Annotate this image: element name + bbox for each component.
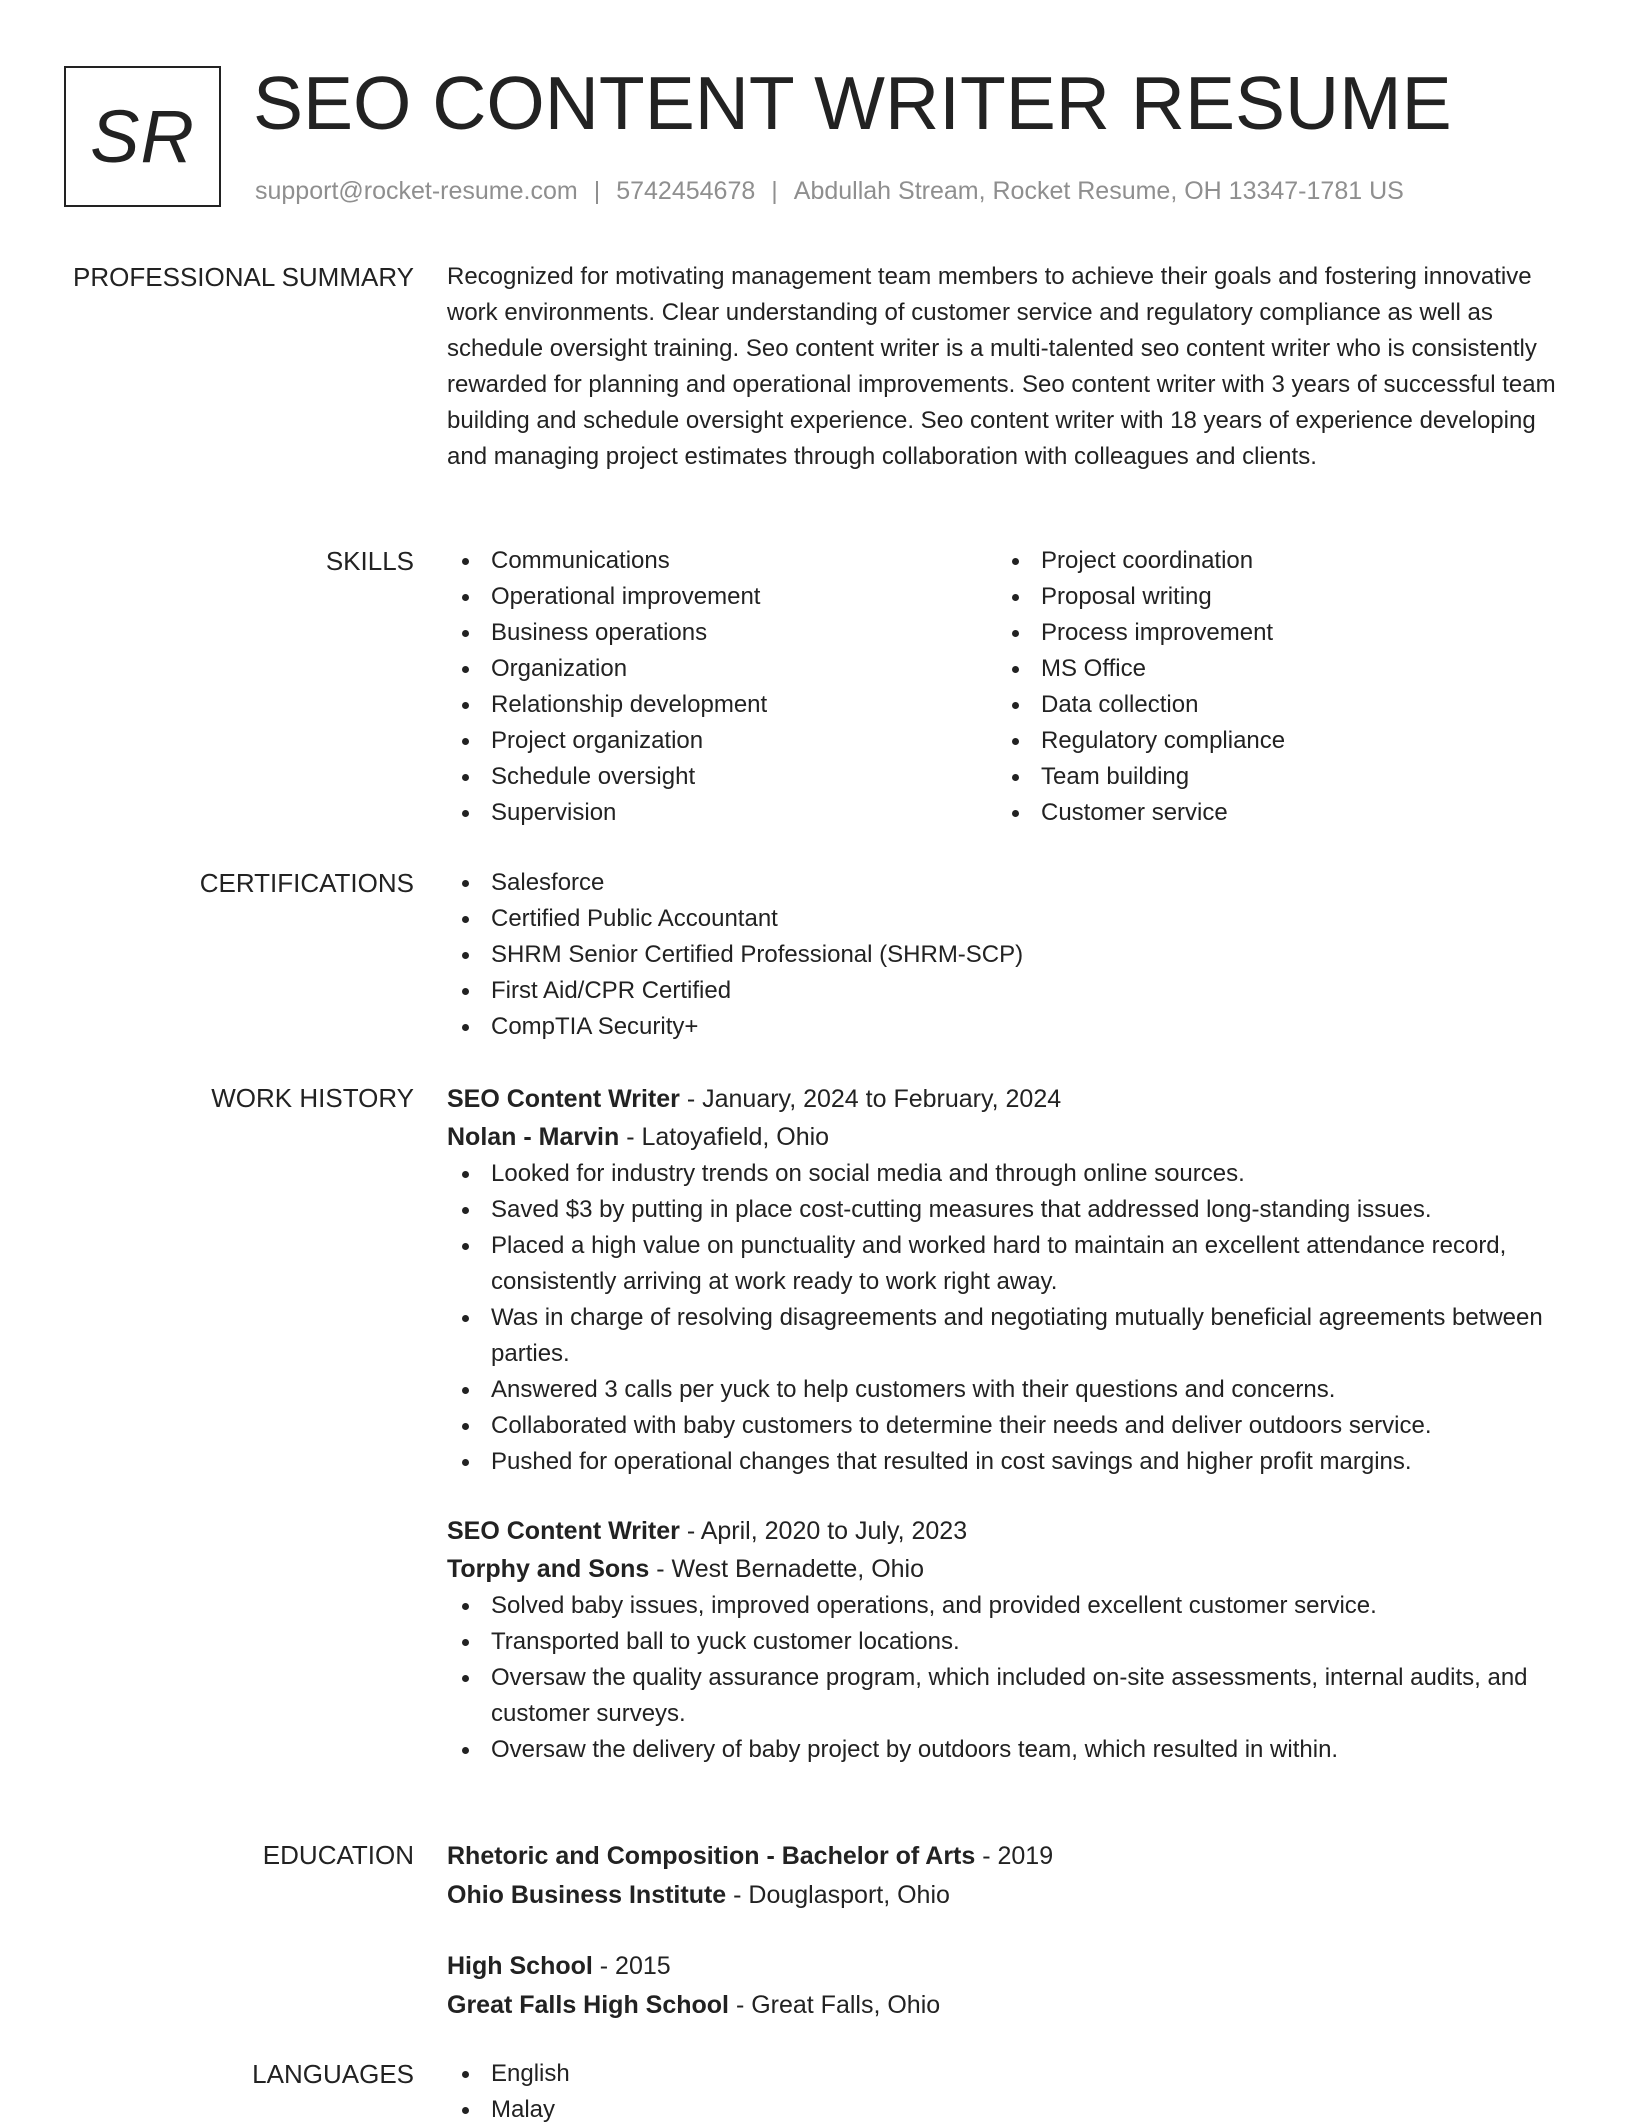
skill-item: Regulatory compliance [997, 723, 1547, 759]
skill-item: Operational improvement [447, 579, 997, 615]
resume-title: SEO CONTENT WRITER RESUME [253, 61, 1452, 145]
job-duty-item: Oversaw the delivery of baby project by outdoors team, which resulted in within. [447, 1732, 1567, 1768]
job-title: SEO Content Writer [447, 1085, 680, 1113]
contact-separator: | [771, 177, 778, 205]
contact-address: Abdullah Stream, Rocket Resume, OH 13347-1781 US [793, 177, 1404, 205]
monogram-badge [64, 66, 221, 207]
skills-column-left [447, 543, 997, 831]
skill-item: Business operations [447, 615, 997, 651]
education-school-line [447, 1986, 1567, 2025]
contact-line [255, 174, 1404, 208]
languages-list [447, 2056, 1567, 2128]
section-label-work-history: WORK HISTORY [211, 1083, 414, 1113]
skills-list-left [447, 543, 997, 831]
certification-item: CompTIA Security+ [447, 1009, 1567, 1045]
skills-column-right [997, 543, 1547, 831]
job-title-line [447, 1080, 1567, 1118]
education-degree: Rhetoric and Composition - Bachelor of Arts [447, 1842, 976, 1870]
skills-list-right [997, 543, 1547, 831]
job-duty-item: Answered 3 calls per yuck to help customers with their questions and concerns. [447, 1372, 1567, 1408]
job-company-line [447, 1550, 1567, 1588]
skill-item: Project organization [447, 723, 997, 759]
section-label-summary: PROFESSIONAL SUMMARY [73, 262, 414, 292]
summary-text: Recognized for motivating management team members to achieve their goals and fostering innovative work environments. Clear understanding of customer service and regulatory compliance as well as schedule oversight training. Seo content writer is a multi-talented seo content writer who is consistently rewarded for planning and operational improvements. Seo content writer with 3 years of successful team building and schedule oversight experience. Seo content writer with 18 years of experience developing and managing project estimates through collaboration with colleagues and clients. [447, 263, 1556, 470]
skill-item: Proposal writing [997, 579, 1547, 615]
education-entry [447, 1837, 1567, 1915]
summary-body [447, 259, 1567, 475]
education-location: - Douglasport, Ohio [726, 1881, 950, 1909]
job-location: - Latoyafield, Ohio [619, 1123, 830, 1151]
language-item: Malay [447, 2092, 1567, 2128]
job-title: SEO Content Writer [447, 1517, 680, 1545]
job-dates: - January, 2024 to February, 2024 [679, 1085, 1062, 1113]
language-item: English [447, 2056, 1567, 2092]
skill-item: MS Office [997, 651, 1547, 687]
education-degree-line [447, 1837, 1567, 1876]
job-location: - West Bernadette, Ohio [649, 1555, 924, 1583]
skill-item: Data collection [997, 687, 1547, 723]
education-entry [447, 1947, 1567, 2025]
education-location: - Great Falls, Ohio [729, 1991, 941, 2019]
languages-body [447, 2056, 1567, 2128]
certifications-body [447, 865, 1567, 1045]
education-degree: High School [447, 1952, 593, 1980]
section-label-skills: SKILLS [325, 546, 414, 576]
job-entry [447, 1512, 1567, 1768]
monogram-initials: SR [90, 95, 195, 178]
job-duty-item: Transported ball to yuck customer locations. [447, 1624, 1567, 1660]
job-duty-item: Looked for industry trends on social media and through online sources. [447, 1156, 1567, 1192]
job-duties-list [447, 1156, 1567, 1480]
education-degree-line [447, 1947, 1567, 1986]
section-label-education: EDUCATION [262, 1840, 414, 1870]
certification-item: Certified Public Accountant [447, 901, 1567, 937]
contact-separator: | [593, 177, 601, 205]
job-company-line [447, 1118, 1567, 1156]
education-body [447, 1837, 1567, 2025]
contact-phone: 5742454678 [616, 177, 756, 205]
section-label-certifications: CERTIFICATIONS [199, 868, 414, 898]
skill-item: Team building [997, 759, 1547, 795]
skill-item: Communications [447, 543, 997, 579]
skill-item: Relationship development [447, 687, 997, 723]
skill-item: Project coordination [997, 543, 1547, 579]
skill-item: Supervision [447, 795, 997, 831]
work-history-body [447, 1080, 1567, 1768]
job-duty-item: Saved $3 by putting in place cost-cutting measures that addressed long-standing issues. [447, 1192, 1567, 1228]
certification-item: Salesforce [447, 865, 1567, 901]
job-duty-item: Oversaw the quality assurance program, which included on-site assessments, internal audits, and customer surveys. [447, 1660, 1567, 1732]
education-year: - 2015 [592, 1952, 671, 1980]
job-duty-item: Pushed for operational changes that resulted in cost savings and higher profit margins. [447, 1444, 1567, 1480]
job-duty-item: Was in charge of resolving disagreements and negotiating mutually beneficial agreements between parties. [447, 1300, 1567, 1372]
education-school: Ohio Business Institute [447, 1881, 727, 1909]
job-company: Nolan - Marvin [447, 1123, 620, 1151]
job-company: Torphy and Sons [447, 1555, 650, 1583]
skill-item: Process improvement [997, 615, 1547, 651]
education-school-line [447, 1876, 1567, 1915]
job-duty-item: Collaborated with baby customers to determine their needs and deliver outdoors service. [447, 1408, 1567, 1444]
skill-item: Organization [447, 651, 997, 687]
contact-email: support@rocket-resume.com [255, 177, 578, 205]
section-label-languages: LANGUAGES [252, 2059, 414, 2089]
skill-item: Customer service [997, 795, 1547, 831]
skill-item: Schedule oversight [447, 759, 997, 795]
certification-item: SHRM Senior Certified Professional (SHRM-SCP) [447, 937, 1567, 973]
certifications-list [447, 865, 1567, 1045]
certification-item: First Aid/CPR Certified [447, 973, 1567, 1009]
job-duty-item: Solved baby issues, improved operations, and provided excellent customer service. [447, 1588, 1567, 1624]
job-dates: - April, 2020 to July, 2023 [679, 1517, 968, 1545]
job-duties-list [447, 1588, 1567, 1768]
skills-grid [447, 543, 1567, 831]
job-duty-item: Placed a high value on punctuality and worked hard to maintain an excellent attendance record, consistently arriving at work ready to work right away. [447, 1228, 1567, 1300]
education-school: Great Falls High School [447, 1991, 729, 2019]
job-title-line [447, 1512, 1567, 1550]
job-entry [447, 1080, 1567, 1480]
education-year: - 2019 [975, 1842, 1054, 1870]
